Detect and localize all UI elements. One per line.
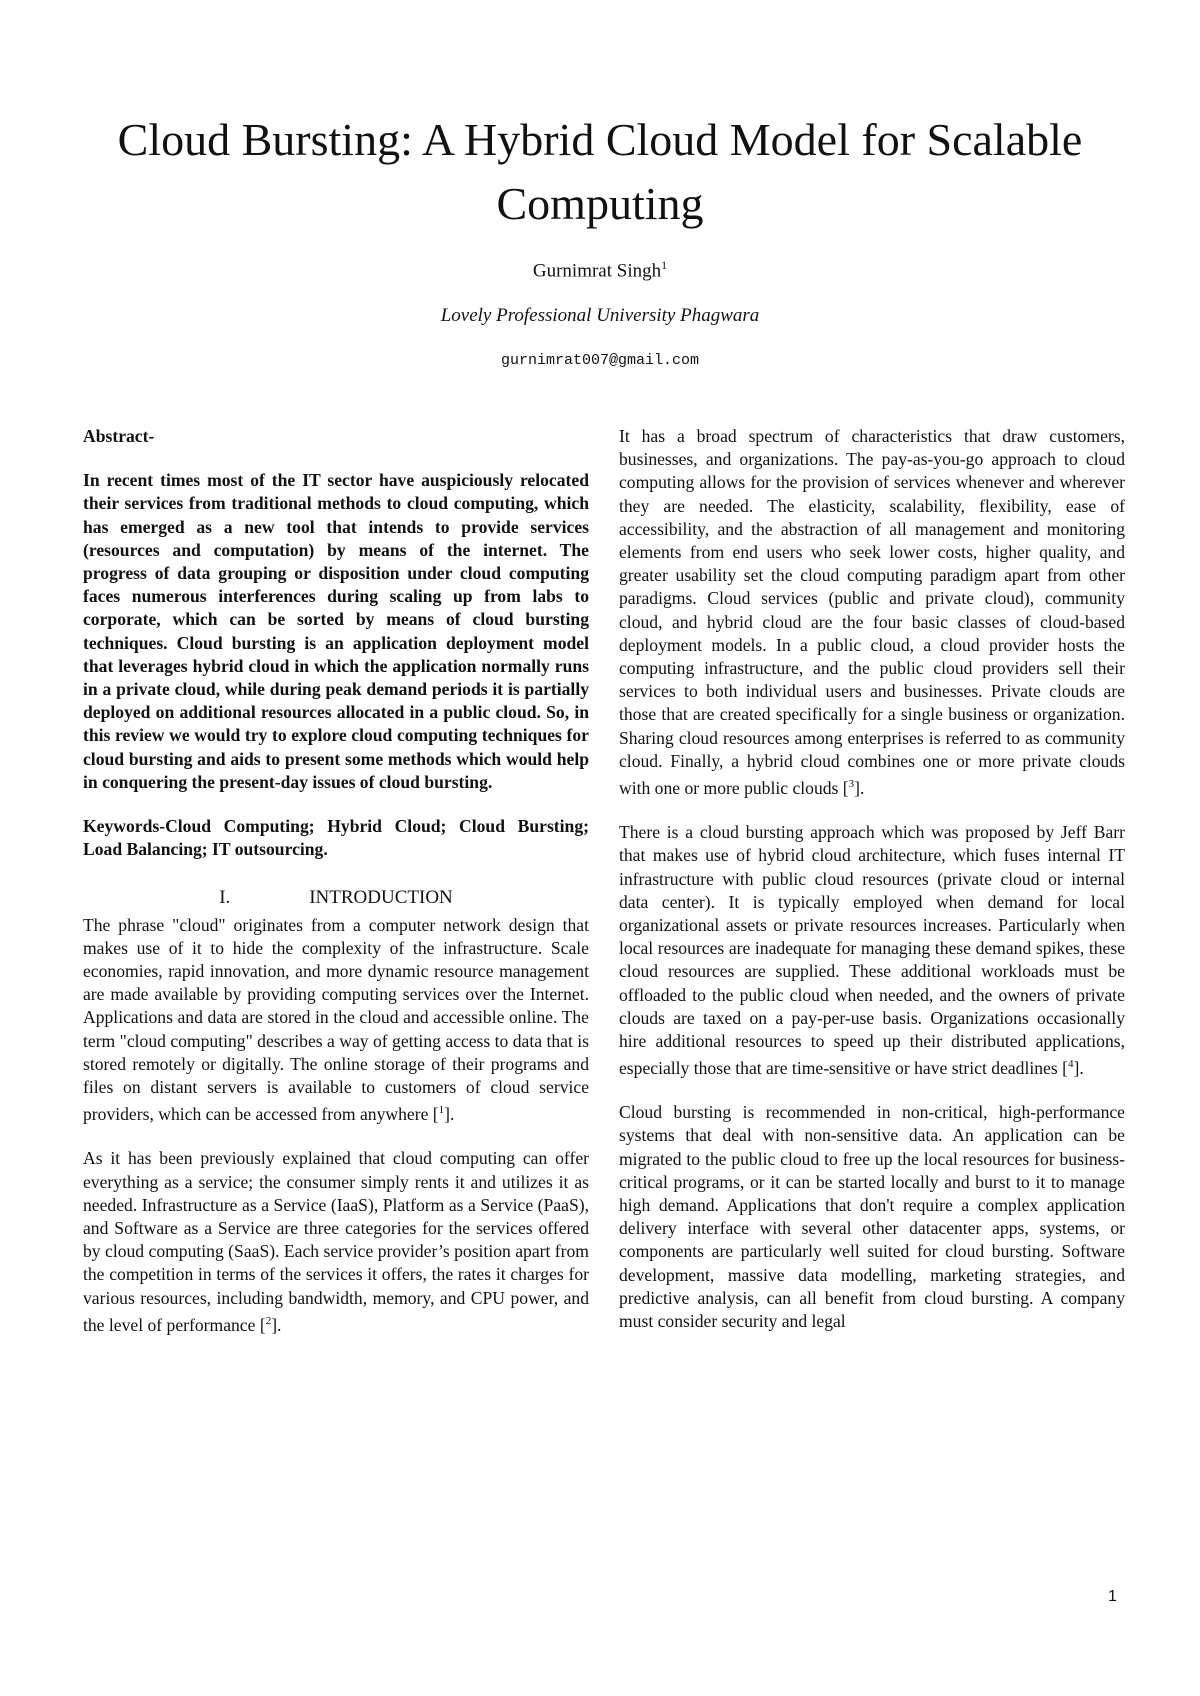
- abstract-label: Abstract-: [83, 426, 155, 446]
- author-line: [0, 258, 1200, 282]
- author-email: gurnimrat007@gmail.com: [500, 352, 700, 369]
- citation-ref: 3: [848, 778, 855, 791]
- intro-paragraph-4: There is a cloud bursting approach which was proposed by Jeff Barr that makes use of hybrid cloud architecture, which fuses internal IT infrastructure with public cloud resources (private cloud or internal data center). It is typically employed when demand for local organizational assets or private resources increases. Particularly when local resources are inadequate for managing these demand spikes, these cloud resources are supplied. These additional workloads must be offloaded to the public cloud when needed, and the owners of private clouds are taxed on a pay-per-use basis. Organizations occasionally hire additional resources to speed up their distributed applications, especially those that are time-sensitive or have strict deadlines [$^4$].: [619, 822, 1125, 1078]
- author-affiliation: Lovely Professional University Phagwara: [440, 305, 760, 326]
- author-affiliation-marker: 1: [661, 258, 668, 272]
- right-column: [619, 425, 1125, 1354]
- section-number: I.: [219, 887, 231, 909]
- citation-ref: 4: [1067, 1058, 1074, 1071]
- citation-ref: 2: [265, 1314, 272, 1327]
- intro-paragraph-3: It has a broad spectrum of characteristics that draw customers, businesses, and organizations. The pay-as-you-go approach to cloud computing allows for the provision of services whenever and wherever they are needed. The elasticity, scalability, flexibility, ease of accessibility, and the abstraction of all management and monitoring elements from end users who seek lower costs, higher quality, and greater usability set the cloud computing paradigm apart from other paradigms. Cloud services (public and private cloud), community cloud, and hybrid cloud are the four basic classes of cloud-based deployment models. In a public cloud, a cloud provider hosts the computing infrastructure, and the public cloud providers sell their services to both individual users and businesses. Private clouds are those that are created specifically for a single business or organization. Sharing cloud resources among enterprises is referred to as community cloud. Finally, a hybrid cloud combines one or more private clouds with one or more public clouds [$^3$].: [619, 426, 1125, 798]
- section-title: INTRODUCTION: [309, 887, 453, 909]
- intro-paragraph-1: The phrase "cloud" originates from a computer network design that makes use of it to hide the complexity of the infrastructure. Scale economies, rapid innovation, and more dynamic resource management are made available by providing computing services over the Internet. Applications and data are stored in the cloud and accessible online. The term "cloud computing" describes a way of getting access to data that is stored remotely or digitally. The online storage of their programs and files on distant servers is available to customers of cloud service providers, which can be accessed from anywhere [$^1$].: [83, 914, 589, 1125]
- section-heading-introduction: [83, 886, 589, 909]
- page-number: 1: [1108, 1588, 1117, 1605]
- keywords: Keywords-Cloud Computing; Hybrid Cloud; Cloud Bursting; Load Balancing; IT outsourcing.: [83, 816, 589, 860]
- left-column: [83, 425, 589, 1358]
- citation-ref: 1: [438, 1104, 445, 1117]
- intro-paragraph-5: Cloud bursting is recommended in non-critical, high-performance systems that deal with non-sensitive data. An application can be migrated to the public cloud to free up the local resources for business-critical programs, or it can be started locally and burst to it to manage high demand. Applications that don't require a complex application delivery interface with several other datacenter apps, systems, or components are particularly well suited for cloud bursting. Software development, massive data modelling, marketing strategies, and predictive analysis, can all benefit from cloud bursting. A company must consider security and legal: [619, 1102, 1125, 1332]
- abstract-text: In recent times most of the IT sector have auspiciously relocated their services from traditional methods to cloud computing, which has emerged as a new tool that intends to provide services (resources and computation) by means of the internet. The progress of data grouping or disposition under cloud computing faces numerous interferences during scaling up from labs to corporate, which can be sorted by means of cloud bursting techniques. Cloud bursting is an application deployment model that leverages hybrid cloud in which the application normally runs in a private cloud, while during peak demand periods it is partially deployed on additional resources allocated in a public cloud. So, in this review we would try to explore cloud computing techniques for cloud bursting and aids to present some methods which would help in conquering the present-day issues of cloud bursting.: [83, 470, 589, 792]
- paper-title: Cloud Bursting: A Hybrid Cloud Model for Scalable Computing: [117, 114, 1083, 229]
- author-name: Gurnimrat Singh: [532, 260, 662, 282]
- intro-paragraph-2: As it has been previously explained that cloud computing can offer everything as a service; the consumer simply rents it and utilizes it as needed. Infrastructure as a Service (IaaS), Platform as a Service (PaaS), and Software as a Service are three categories for the services offered by cloud computing (SaaS). Each service provider’s position apart from the competition in terms of the services it offers, the rates it charges for various resources, including bandwidth, memory, and CPU power, and the level of performance [$^2$].: [83, 1148, 589, 1335]
